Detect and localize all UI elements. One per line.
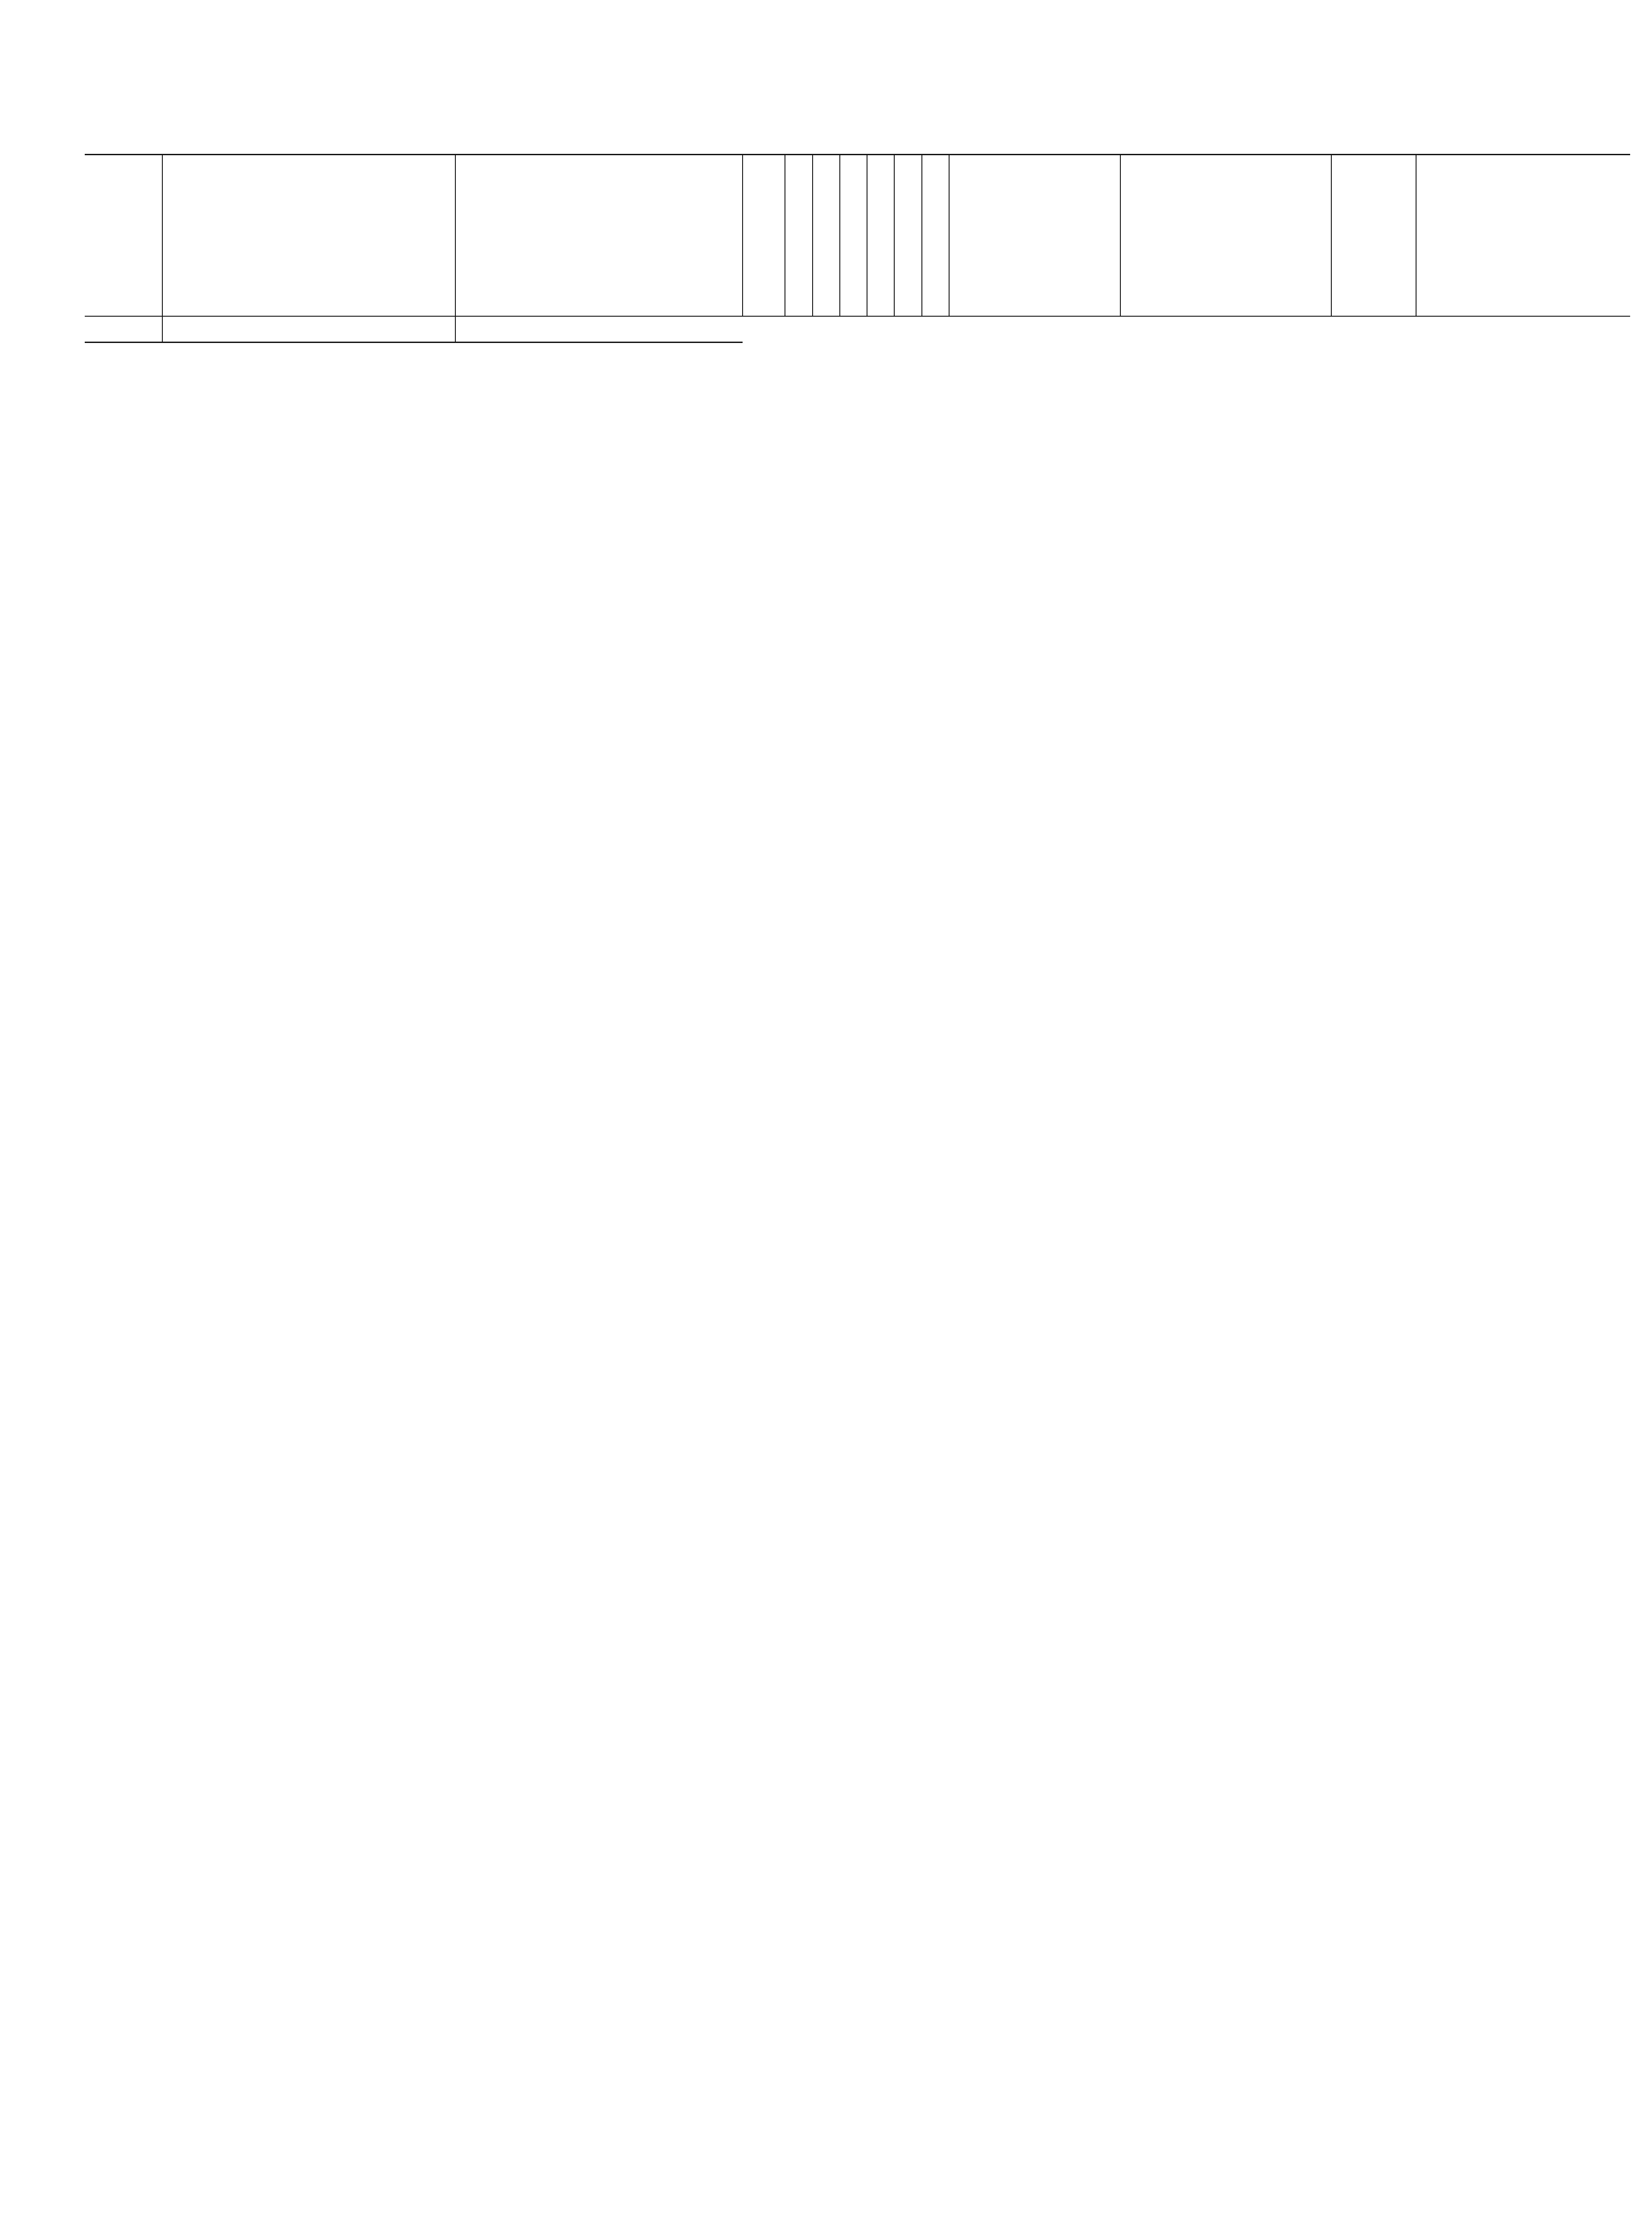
col-huflattich	[813, 155, 840, 317]
header-row	[85, 155, 1630, 317]
col-kreis	[162, 155, 455, 317]
col-heidelbeere	[922, 155, 949, 317]
col-meereshoehe	[743, 155, 785, 317]
col-schneegloeckchen	[785, 155, 812, 317]
col-hartriegel	[840, 155, 867, 317]
col-nummer	[85, 155, 162, 317]
col-ort	[455, 155, 743, 317]
col-schwarzerle	[894, 155, 921, 317]
col-rosskastanie	[1120, 155, 1331, 317]
col-salweide	[867, 155, 894, 317]
phenology-table	[85, 154, 1630, 343]
col-rotbuche	[1416, 155, 1630, 317]
col-eberesche	[1331, 155, 1416, 317]
subheader-row	[85, 316, 1630, 343]
col-weissbirke	[949, 155, 1120, 317]
